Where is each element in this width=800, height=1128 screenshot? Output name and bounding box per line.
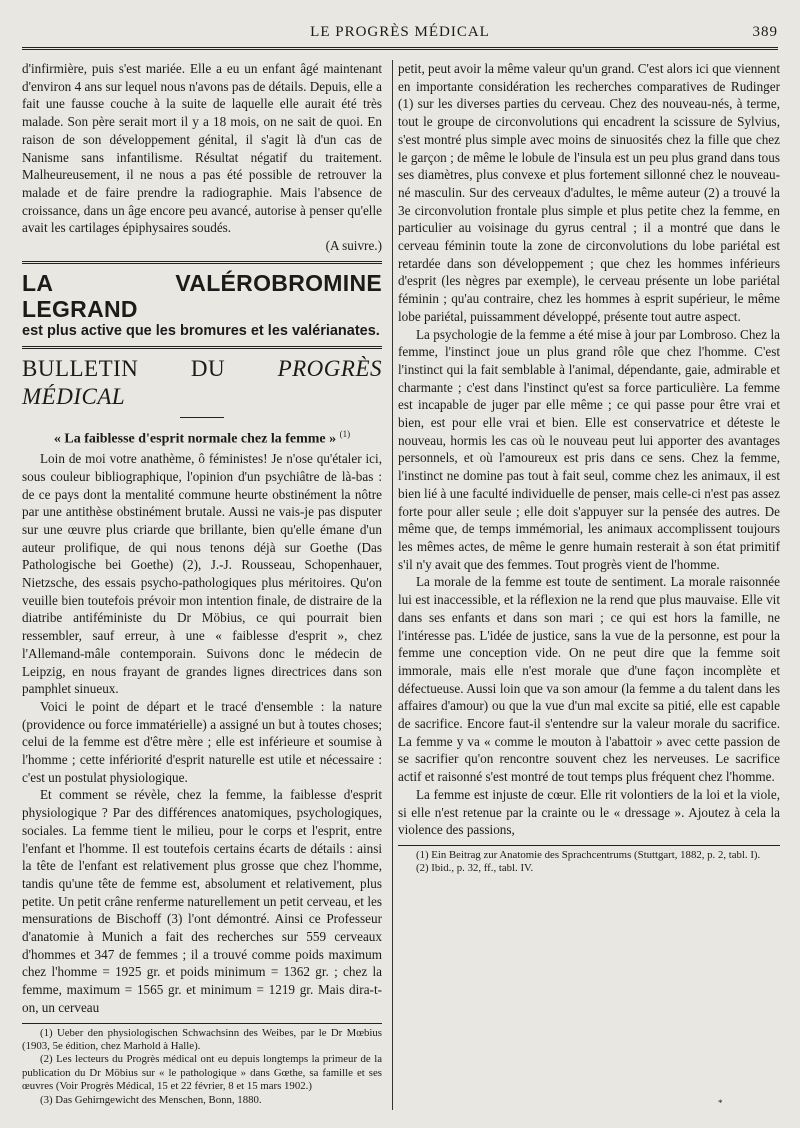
advertisement-text: est plus active que les bromures et les valérianates. (22, 322, 380, 339)
footnote: (2) Les lecteurs du Progrès médical ont eu depuis longtemps la primeur de la publication du Dr Möbius sur « le pathologique » dans Gœthe, sa famille et ses œuvres (Voir Progrès Médical, 15 et 22 février, 8 et 15 mars 1902.) (22, 1053, 382, 1093)
journal-title: LE PROGRÈS MÉDICAL (310, 24, 490, 40)
to-be-continued: (A suivre.) (325, 238, 382, 254)
footnote: (3) Das Gehirngewicht des Menschen, Bonn, 1880. (40, 1093, 262, 1106)
left-column (22, 60, 382, 1107)
footnote: (1) Ein Beitrag zur Anatomie des Sprachcentrums (Stuttgart, 1882, p. 2, tabl. I). (416, 848, 761, 861)
continued-paragraph: d'infirmière, puis s'est mariée. Elle a eu un enfant âgé maintenant d'environ 4 ans sur lequel nous n'avons pas de détails. Depuis, elle a fait une fausse couche à la suite de laquelle elle aurait été très malade. Son père serait mort il y a 18 mois, on ne sait de quoi. En raison de son développement génital, il s'agit là d'un cas de Nanisme sans infantilisme. Résultat négatif du traitement. Malheureusement, il ne nous a pas été possible de retrouver la malade et de faire prendre la radiographie. Mais l'absence de croissance, dans un âge encore peu avancé, autorise à penser qu'elle avait les cartilages épiphysaires soudés. (22, 61, 382, 236)
column-separator (392, 60, 393, 1110)
footnote-rule (398, 845, 780, 846)
article-title (22, 426, 382, 448)
right-column (398, 60, 780, 876)
body-paragraph: Voici le point de départ et le tracé d'ensemble : la nature (providence ou force immatérielle) a assigné un but à toutes choses; celui de la femme est d'être mère ; elle est inférieure et soumise à l'homme ; cette infériorité d'esprit naturelle est utile et nécessaire : c'est un postulat physiologique. (22, 698, 382, 785)
footnote: (2) Ibid., p. 32, ff., tabl. IV. (416, 862, 534, 875)
header-rule (22, 47, 778, 50)
article-title-text: « La faiblesse d'esprit normale chez la femme » (53, 431, 337, 447)
divider (22, 261, 382, 264)
footnote: (1) Ueber den physiologischen Schwachsinn des Weibes, par le Dr Mœbius (1903, 5e édition, chez Marhold à Halle). (22, 1026, 382, 1052)
body-paragraph: petit, peut avoir la même valeur qu'un grand. C'est alors ici que viennent en importante considération les recherches comparatives de Rudinger (1) sur les diverses parties du cerveau. Chez des nouveau-nés, à terme, tout le groupe de circonvolutions qui encadrent la scissure de Sylvius, s'est montré plus simple avec moins de sinuosités chez la fille que chez le garçon ; de même le lobule de l'insula est un peu plus grand dans tous ses diamètres, plus convexe et plus fortement sillonné chez le nouveau-né masculin. Sur des cerveaux d'adultes, le même auteur (2) a trouvé la 3e circonvolution frontale plus simple et plus petite chez la femme, en particulier au voisinage du gyrus central ; il a montré que dans le cerveau féminin toute la zone de circonvolutions du lobe pariétal est retardée dans son développement ; que chez les hommes inférieurs d'esprit (les nègres par exemple), le cerveau présente un lobe pariétal féminin ; qu'au contraire, chez les hommes à esprit supérieur, le même lobe pariétal, puissamment développé, présente tout autre aspect. (398, 61, 780, 324)
divider (22, 346, 382, 349)
body-paragraph: La femme est injuste de cœur. Elle rit volontiers de la loi et la viole, si elle n'est retenue par la crainte ou le « dressage ». Ajoutez à cela la violence des passions, (398, 786, 780, 838)
section-heading-part: BULLETIN DU (22, 355, 226, 381)
article-title-footnote-ref: (1) (339, 428, 351, 439)
page-number: 389 (752, 24, 778, 40)
section-heading-journal: PROGRÈS MÉDICAL (22, 355, 382, 409)
footnote-rule (22, 1023, 382, 1024)
running-head (22, 24, 778, 44)
end-mark: * (718, 1098, 723, 1108)
body-paragraph: La morale de la femme est toute de sentiment. La morale raisonnée lui est inaccessible, et la réflexion ne la rend que plus mauvaise. Elle vit dans ses enfants et dans son mari ; ce qui est hors la famille, ne l'intéresse pas. L'idée de justice, sans la vue de la personne, est pour la femme une conception vide. On ne peut dire que la femme soit immorale, mais elle n'est morale que d'une façon incomplète et défectueuse. Aussi loin que va son amour (la femme a du talent dans les affaires d'amour) ou que la vue d'un mal excite sa pitié, elle est capable de sacrifice. Encore faut-il s'entendre sur la valeur morale du sacrifice. La femme y va « comme le mouton à l'abattoir » avec cette passion de se sacrifier qu'on rencontre souvent chez les nerveuses. Le sacrifice actif et raisonné s'est montré de tout temps plus fréquent chez l'homme. (398, 574, 780, 785)
advertisement-title: LA VALÉROBROMINE LEGRAND (22, 269, 382, 322)
body-paragraph: Et comment se révèle, chez la femme, la faiblesse d'esprit physiologique ? Par des différences anatomiques, psychologiques, sociales. La femme tient le milieu, pour le corps et l'esprit, entre l'enfant et l'homme. Il est toutefois certains écarts de détails : ainsi la tête de l'enfant est relativement plus grosse que chez l'homme, tandis qu'une tête de femme est, absolument et relativement, plus petite. Un petit crâne renferme naturellement un petit cerveau, et les mensurations de Bischoff (3) l'ont démontré. Ainsi ce Professeur d'anatomie à Munich a fait des recherches sur 559 cerveaux d'hommes et 347 de femmes ; il a trouvé comme poids maximum chez l'homme = 1925 gr. et poids minimum = 1362 gr. ; chez la femme, maximum = 1565 gr. et minimum = 1219 gr. Mais dira-t-on, un cerveau (22, 787, 382, 1015)
short-rule (180, 417, 224, 418)
body-paragraph: La psychologie de la femme a été mise à jour par Lombroso. Chez la femme, l'instinct joue un plus grand rôle que chez l'homme. C'est l'instinct qui la fait semblable à l'animal, dépendante, gaie, admirable et charmante ; c'est dans l'instinct qu'est sa force particulière. La femme est incapable de juger par elle même ; ce qui passe pour être vrai et bien, est pour elle vrai et bien. Elle est conservatrice et déteste le nouveau, hormis les cas où le nouveau peut lui apporter des avantages personnels, et où l'amoureux est pris dans ce sens. Chez la femme, l'instinct ne domine pas tout à fait seul, comme chez les animaux, il est bien lié à une faculté individuelle de penser, mais celle-ci n'est pas assez forte pour aller seule ; elle doit s'appuyer sur la pensée des autres. De même que, de temps immémorial, les animaux accomplissent toujours les mêmes actes, de même le genre humain resterait à son état primitif s'il n'y avait que des femmes. Tout progrès vient de l'homme. (398, 326, 780, 572)
section-heading (22, 355, 382, 411)
body-paragraph: Loin de moi votre anathème, ô féministes! Je n'ose qu'étaler ici, sous couleur bibliographique, l'opinion d'un psychiâtre de là-bas : de ce pays dont la mentalité commune heurte obstinément la nôtre par une antithèse obstinément brutale. Aussi ne vais-je pas disputer sur une œuvre plus criarde que brillante, bien qu'elle émane d'un auteur prolifique, de qui nous tenons déjà sur Goethe (Das Pathologische bei Goethe) (2), J.-J. Rousseau, Schopenhauer, Nietzsche, des essais psycho-pathologiques plus méritoires. Qu'on veuille bien toutefois prévoir mon intention finale, de distraire de la diatribe antiféministe du Dr Möbius, ce qui pourrait bien ressembler, sauf erreur, à une « faiblesse d'esprit », chez l'Allemand-mâle contemporain. Suivons donc le médecin de Leipzig, en nous frayant de grandes lignes directrices dans son pamphlet sinueux. (22, 451, 382, 697)
